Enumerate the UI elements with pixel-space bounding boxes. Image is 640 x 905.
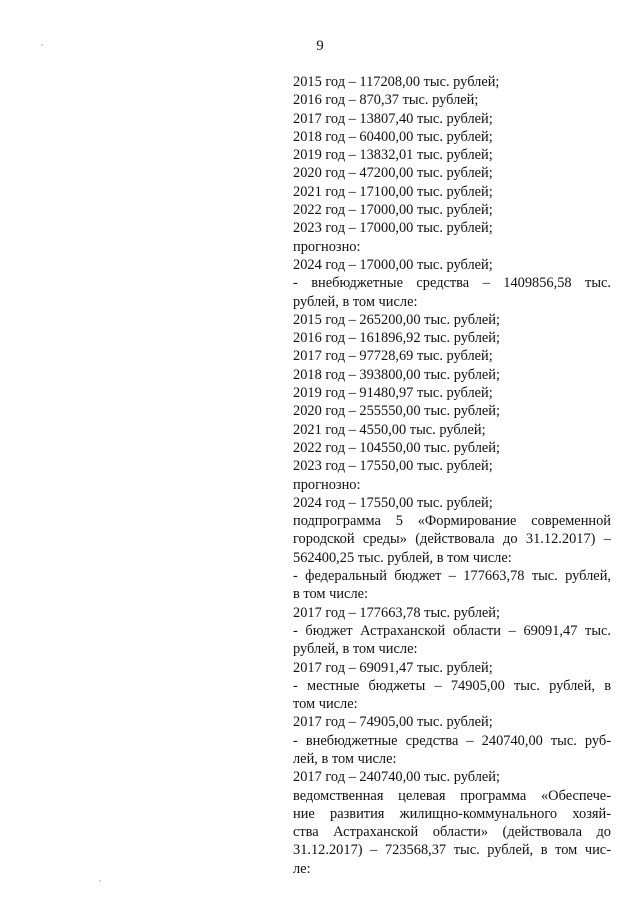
page-number: 9 [316,38,324,54]
text-line: 2015 год – 265200,00 тыс. рублей; [293,311,500,328]
text-line: подпрограмма 5 «Формирование современной [293,513,611,530]
text-line: 2018 год – 60400,00 тыс. рублей; [293,128,493,145]
text-line: 2022 год – 17000,00 тыс. рублей; [293,202,493,219]
scan-speck [41,44,43,46]
text-line: 2024 год – 17000,00 тыс. рублей; [293,256,493,273]
text-line: 562400,25 тыс. рублей, в том числе: [293,549,512,566]
text-line: 2019 год – 13832,01 тыс. рублей; [293,147,493,164]
text-line: - бюджет Астраханской области – 69091,47 тыс. [293,622,611,639]
text-line: лей, в том числе: [293,750,397,767]
text-line: 2017 год – 13807,40 тыс. рублей; [293,110,493,127]
text-line: 2021 год – 17100,00 тыс. рублей; [293,183,493,200]
text-line: 2018 год – 393800,00 тыс. рублей; [293,366,500,383]
text-line: 2023 год – 17000,00 тыс. рублей; [293,220,493,237]
text-line: ле: [293,860,311,877]
text-line: ства Астраханской области» (действовала до [293,824,611,841]
text-line: прогнозно: [293,476,361,493]
text-line: 2022 год – 104550,00 тыс. рублей; [293,439,500,456]
text-line: ведомственная целевая программа «Обеспече- [293,787,611,804]
text-line: 2019 год – 91480,97 тыс. рублей; [293,385,493,402]
text-line: 2015 год – 117208,00 тыс. рублей; [293,74,500,90]
text-line: прогнозно: [293,238,361,255]
text-line: том числе: [293,696,358,713]
text-line: - внебюджетные средства – 240740,00 тыс. руб- [293,732,611,749]
text-line: 2021 год – 4550,00 тыс. рублей; [293,421,486,438]
document-body [293,73,611,878]
text-line: 2016 год – 870,37 тыс. рублей; [293,92,479,109]
text-line: 2024 год – 17550,00 тыс. рублей; [293,494,493,511]
text-line: 2017 год – 69091,47 тыс. рублей; [293,659,493,676]
text-line: в том числе: [293,586,369,603]
text-line: 2020 год – 47200,00 тыс. рублей; [293,165,493,182]
text-line: городской среды» (действовала до 31.12.2017) – [293,531,611,548]
text-line: 2017 год – 177663,78 тыс. рублей; [293,604,500,621]
text-line: 2017 год – 240740,00 тыс. рублей; [293,769,500,786]
text-line: рублей, в том числе: [293,641,418,658]
text-line: - федеральный бюджет – 177663,78 тыс. рублей, [293,568,611,585]
text-line: ние развития жилищно-коммунального хозяй- [293,805,611,822]
text-line: - внебюджетные средства – 1409856,58 тыс. [293,275,611,292]
text-line: 2023 год – 17550,00 тыс. рублей; [293,458,493,475]
text-line: 2020 год – 255550,00 тыс. рублей; [293,403,500,420]
text-line: 2016 год – 161896,92 тыс. рублей; [293,330,500,347]
text-line: 2017 год – 97728,69 тыс. рублей; [293,348,493,365]
text-line: - местные бюджеты – 74905,00 тыс. рублей, в [293,677,611,694]
text-line: рублей, в том числе: [293,293,418,310]
scan-speck [99,880,101,882]
text-line: 2017 год – 74905,00 тыс. рублей; [293,714,493,731]
text-line: 31.12.2017) – 723568,37 тыс. рублей, в том чис- [293,842,611,859]
